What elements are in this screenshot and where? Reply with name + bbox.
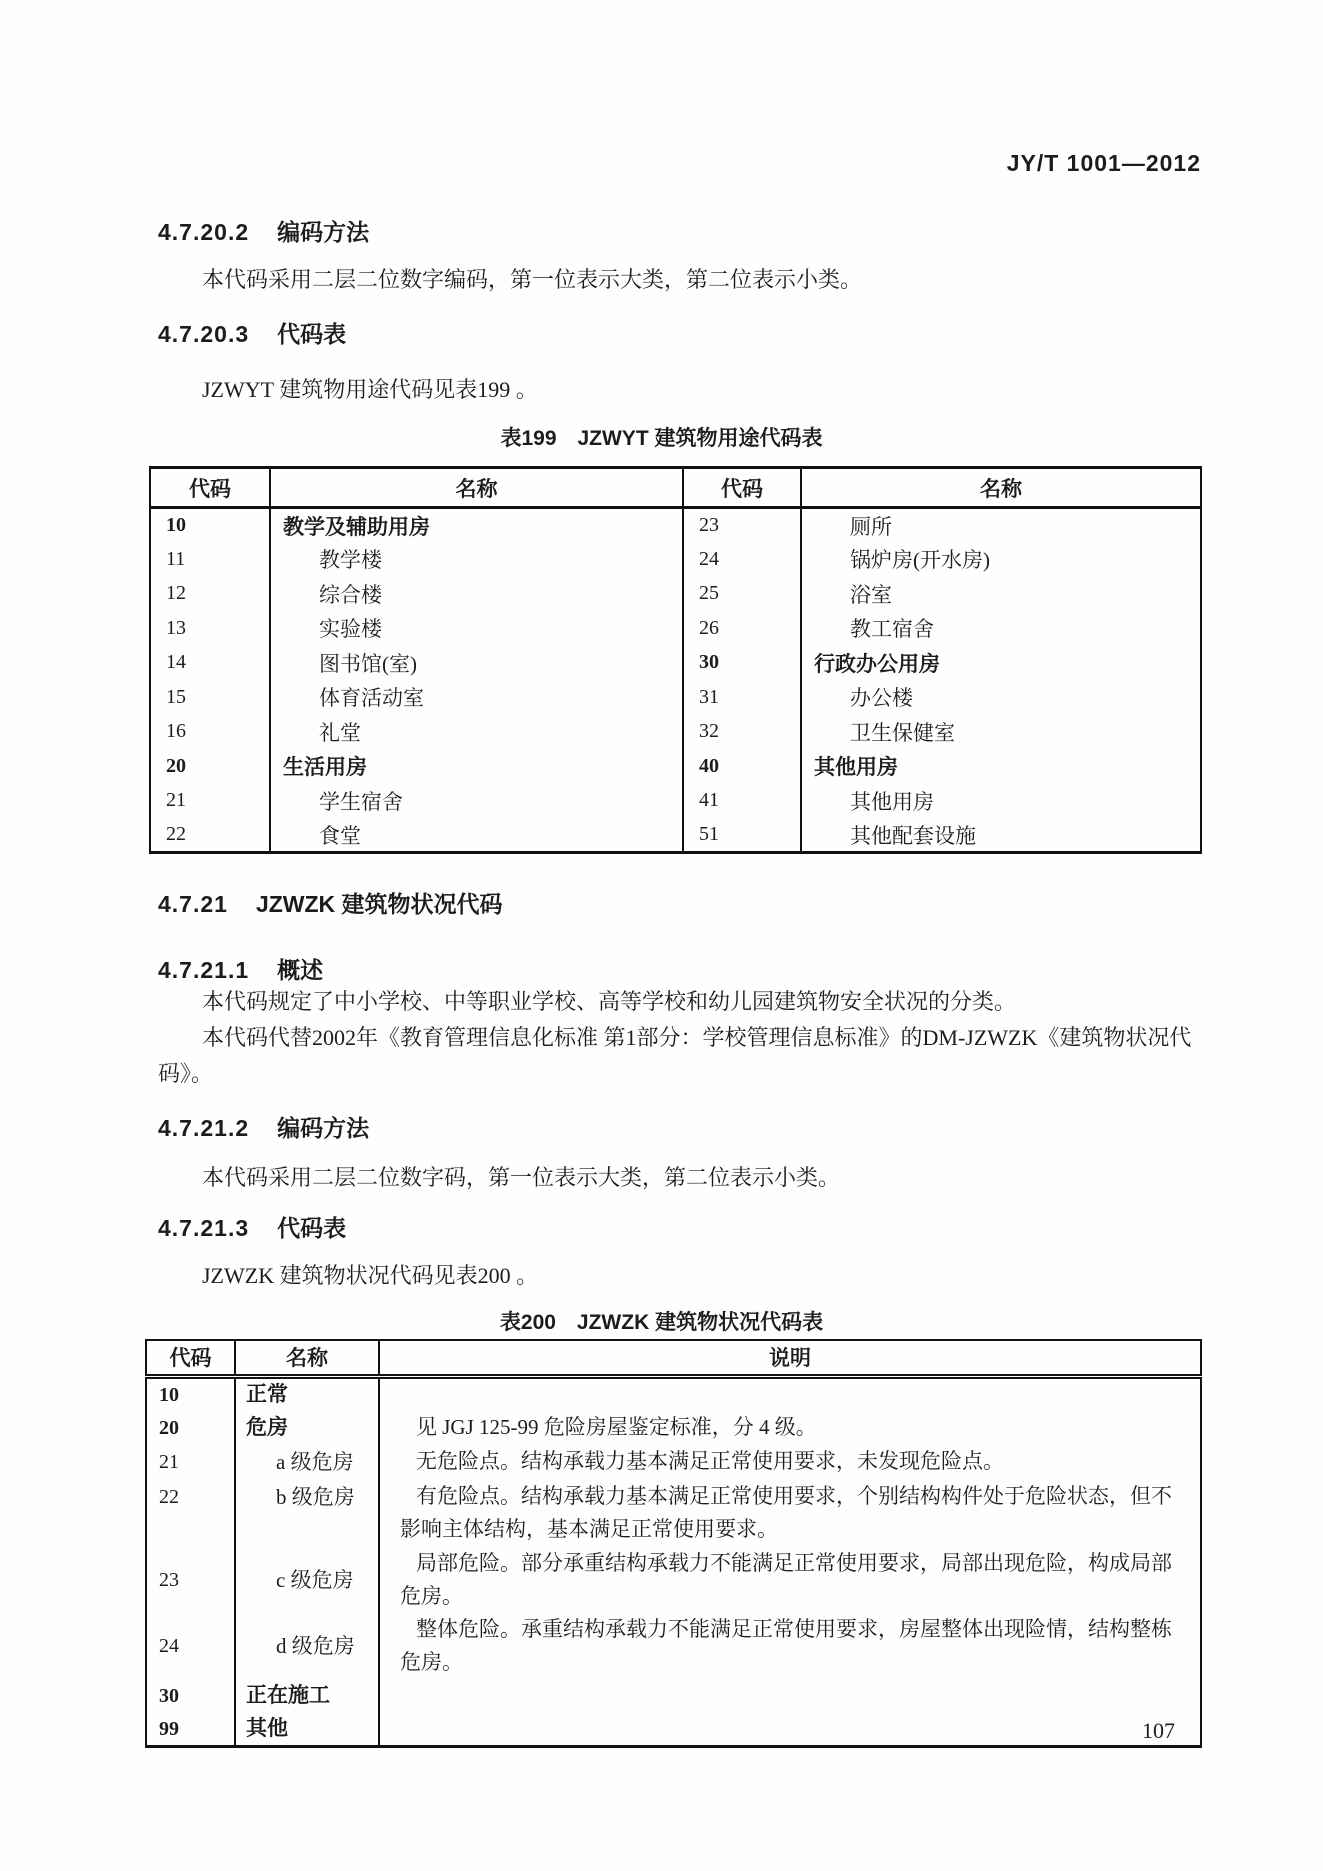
name-cell: 教工宿舍 [801,611,1201,646]
table-199-row [150,577,1201,612]
code-cell: 15 [166,685,186,708]
table-200-row [146,1479,1201,1547]
code-cell: 21 [166,789,186,812]
table-199-row [150,680,1201,715]
name-cell: 图书馆(室) [270,646,683,681]
name-cell: 浴室 [801,577,1201,612]
table-199-row [150,818,1201,853]
section-title: 概述 [277,957,324,983]
name-cell: 教学楼 [270,542,683,577]
table-200-row [146,1713,1201,1747]
code-cell: 21 [159,1450,179,1473]
section-number: 4.7.20.3 [158,321,250,347]
paragraph-overview-2: 本代码代替2002年《教育管理信息化标准 第1部分：学校管理信息标准》的DM-JZWZK《建筑物状况代码》。 [158,1025,1192,1086]
name-cell: 行政办公用房 [801,646,1201,681]
paragraph-encoding-method-1: 本代码采用二层二位数字编码，第一位表示大类，第二位表示小类。 [202,267,863,292]
description-cell: 无危险点。结构承载力基本满足正常使用要求，未发现危险点。 [379,1445,1201,1479]
table-200-column-header: 代码 [146,1340,235,1376]
description-cell: 整体危险。承重结构承载力不能满足正常使用要求，房屋整体出现险情，结构整栋危房。 [379,1613,1201,1679]
code-cell: 26 [683,611,801,646]
name-cell: 正在施工 [235,1679,379,1713]
code-cell: 41 [683,784,801,819]
table-200-column-header: 名称 [235,1340,379,1376]
section-heading-4-7-21 [158,886,503,919]
code-cell: 30 [683,646,801,681]
name-cell: 正常 [235,1376,379,1411]
name-cell: 实验楼 [270,611,683,646]
table-199-column-header: 代码 [683,468,801,508]
name-cell: 学生宿舍 [270,784,683,819]
section-title: 代码表 [277,321,347,347]
table-199-column-header: 代码 [150,468,270,508]
section-number: 4.7.21.3 [158,1215,250,1241]
code-cell: 20 [166,754,186,777]
table-199-jzwyt [149,466,1202,854]
name-cell: 办公楼 [801,680,1201,715]
name-cell: 生活用房 [270,749,683,784]
name-cell: 卫生保健室 [801,715,1201,750]
paragraph-overview-1: 本代码规定了中小学校、中等职业学校、高等学校和幼儿园建筑物安全状况的分类。 [202,989,1017,1014]
section-title: 代码表 [277,1215,347,1241]
table-199-row [150,611,1201,646]
table-200-row [146,1613,1201,1679]
section-title: 编码方法 [277,1115,370,1141]
table-200-row [146,1547,1201,1613]
name-cell: 其他配套设施 [801,818,1201,853]
table-199-row [150,646,1201,681]
table-199-column-header: 名称 [270,468,683,508]
table-199-row [150,508,1201,543]
section-heading-4-7-21-2 [158,1110,369,1143]
code-cell: 32 [683,715,801,750]
name-cell: d 级危房 [235,1613,379,1679]
name-cell: 其他 [235,1713,379,1747]
table-200-header-row [146,1340,1201,1376]
section-title: JZWZK 建筑物状况代码 [255,891,503,917]
page-number: 107 [1142,1718,1175,1743]
section-heading-4-7-21-1 [158,952,323,985]
section-number: 4.7.21.2 [158,1115,250,1141]
code-cell: 13 [166,616,186,639]
name-cell: a 级危房 [235,1445,379,1479]
table-199-row [150,715,1201,750]
table-199-row [150,749,1201,784]
section-heading-4-7-20-3 [158,316,346,349]
section-heading-4-7-21-3 [158,1210,346,1243]
section-title: 编码方法 [277,219,370,245]
table-200-row [146,1376,1201,1411]
description-cell: 局部危险。部分承重结构承载力不能满足正常使用要求，局部出现危险，构成局部危房。 [379,1547,1201,1613]
name-cell: 体育活动室 [270,680,683,715]
code-cell: 10 [166,514,186,536]
description-cell [379,1679,1201,1713]
section-number: 4.7.20.2 [158,219,250,245]
name-cell: 其他用房 [801,784,1201,819]
table-199-header-row [150,468,1201,508]
name-cell: c 级危房 [235,1547,379,1613]
code-cell: 51 [683,818,801,853]
table-200-column-header: 说明 [379,1340,1201,1376]
name-cell: 教学及辅助用房 [270,508,683,543]
table-199-row [150,542,1201,577]
description-cell [379,1713,1201,1747]
table-199-row [150,784,1201,819]
code-cell: 12 [166,582,186,605]
code-cell: 23 [159,1568,179,1591]
name-cell: b 级危房 [235,1479,379,1547]
table-199-column-header: 名称 [801,468,1201,508]
code-cell: 23 [683,508,801,543]
code-cell: 11 [166,547,186,570]
table-200-row [146,1445,1201,1479]
code-cell: 22 [166,823,186,845]
table-200-row [146,1411,1201,1445]
code-cell: 31 [683,680,801,715]
code-cell: 99 [159,1717,179,1740]
table-200-row [146,1679,1201,1713]
paragraph-encoding-method-2: 本代码采用二层二位数字码，第一位表示大类，第二位表示小类。 [202,1165,841,1190]
section-number: 4.7.21.1 [158,957,250,983]
code-cell: 16 [166,720,186,743]
name-cell: 食堂 [270,818,683,853]
paragraph-table200-ref: JZWZK 建筑物状况代码见表200 。 [202,1263,539,1288]
code-cell: 22 [159,1485,179,1508]
code-cell: 10 [159,1383,179,1406]
code-cell: 30 [159,1684,179,1707]
code-cell: 25 [683,577,801,612]
code-cell: 20 [159,1416,179,1439]
standard-number: JY/T 1001—2012 [1006,150,1201,176]
table-200-caption: 表200 JZWZK 建筑物状况代码表 [499,1311,824,1334]
description-cell [379,1376,1201,1411]
name-cell: 礼堂 [270,715,683,750]
name-cell: 厕所 [801,508,1201,543]
name-cell: 综合楼 [270,577,683,612]
table-200-jzwzk [145,1339,1202,1748]
name-cell: 危房 [235,1411,379,1445]
table-199-caption: 表199 JZWYT 建筑物用途代码表 [500,427,823,450]
description-cell: 见 JGJ 125-99 危险房屋鉴定标准，分 4 级。 [379,1411,1201,1445]
description-cell: 有危险点。结构承载力基本满足正常使用要求，个别结构构件处于危险状态，但不影响主体结构，基本满足正常使用要求。 [379,1479,1201,1547]
code-cell: 14 [166,651,186,674]
section-number: 4.7.21 [158,891,228,917]
code-cell: 40 [683,749,801,784]
paragraph-table199-ref: JZWYT 建筑物用途代码见表199 。 [202,377,538,402]
section-heading-4-7-20-2 [158,214,369,247]
code-cell: 24 [683,542,801,577]
name-cell: 其他用房 [801,749,1201,784]
code-cell: 24 [159,1634,179,1657]
name-cell: 锅炉房(开水房) [801,542,1201,577]
